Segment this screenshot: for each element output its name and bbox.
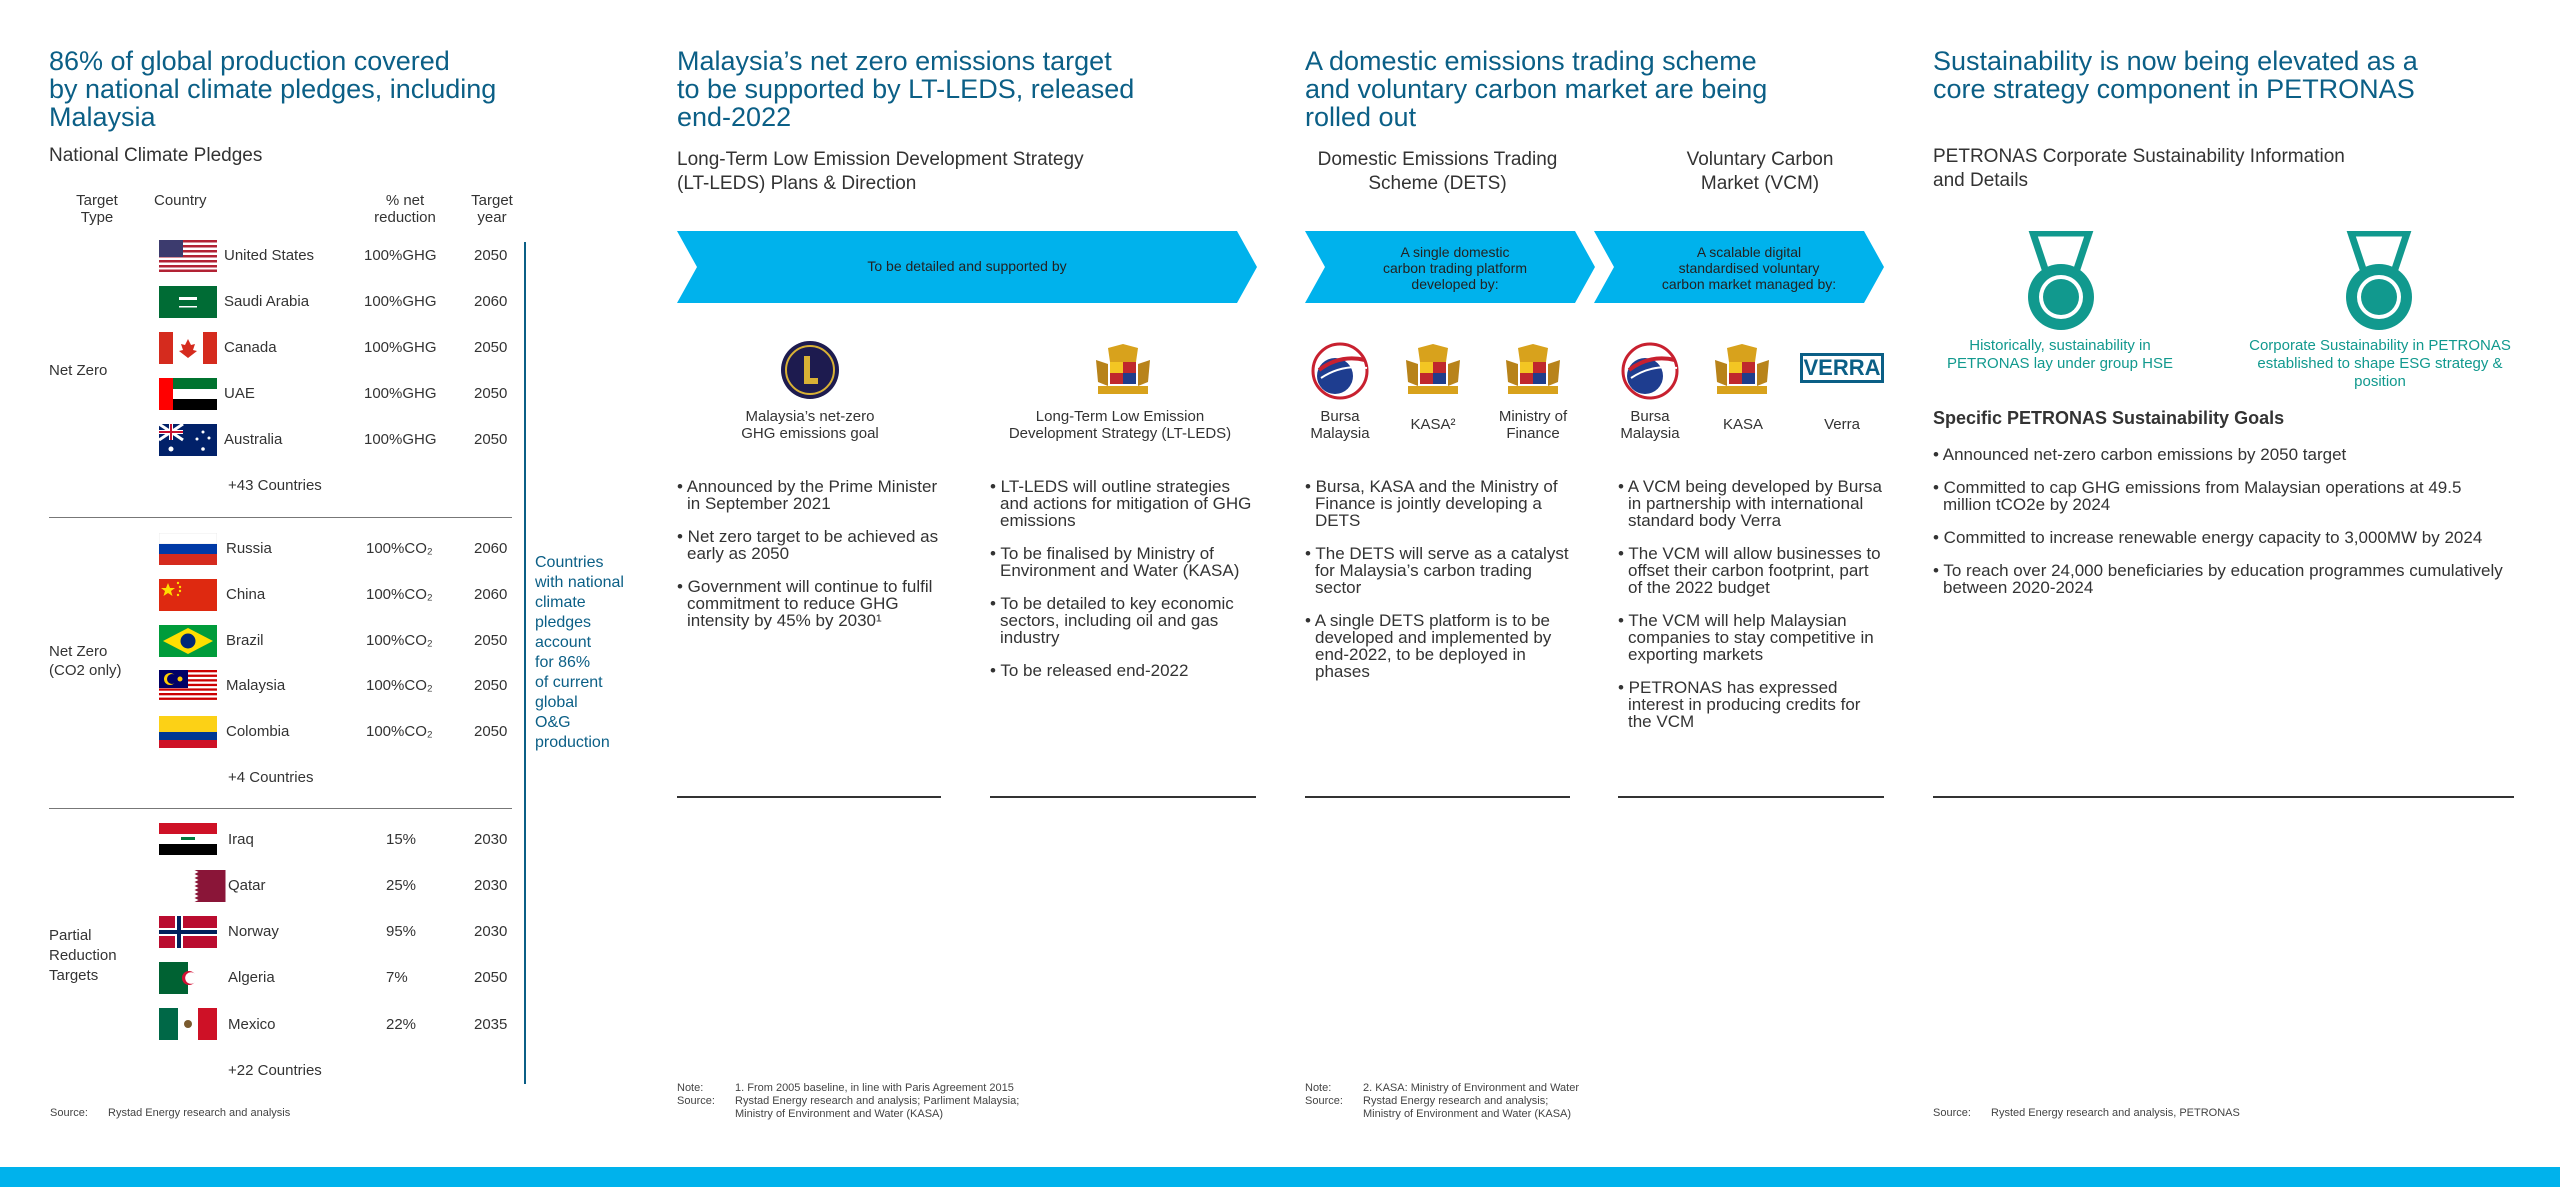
group-label-net-zero-co2: Net Zero (CO2 only): [49, 643, 122, 679]
table-row-reduction: 7%: [386, 969, 408, 986]
header-target-year: Target year: [471, 192, 513, 226]
col4-subtitle: PETRONAS Corporate Sustainability Information and Details: [1933, 146, 2345, 191]
side-note: Countries with national climate pledges account for 86% of current global O&G production: [535, 554, 624, 751]
table-row-reduction: 100%CO₂: [366, 677, 433, 694]
note-label: Note:: [1305, 1082, 1332, 1094]
bursa-malaysia-logo-icon: [1307, 340, 1373, 402]
table-row-reduction: 100%GHG: [364, 247, 437, 264]
table-row-year: 2060: [474, 540, 508, 557]
table-row-reduction: 100%GHG: [364, 293, 437, 310]
bullet-list: [990, 478, 1255, 695]
col2-subtitle: Long-Term Low Emission Development Strategy (LT-LEDS) Plans & Direction: [677, 149, 1084, 194]
table-row-year: 2050: [474, 677, 508, 694]
table-row-reduction: 25%: [386, 877, 417, 894]
chevron-text: To be detailed and supported by: [867, 258, 1067, 274]
divider: [1933, 796, 2514, 798]
flag-china-icon: [159, 579, 217, 611]
list-item: • Announced net-zero carbon emissions by 2050 target: [1933, 445, 2347, 464]
table-row-reduction: 22%: [386, 1016, 417, 1033]
header-country: Country: [154, 192, 207, 209]
source-label: Source:: [1305, 1095, 1343, 1107]
list-item: • A single DETS platform is to be developed and implemented by end-2022, to be deployed in phases: [1305, 611, 1552, 681]
logo-caption: Long-Term Low Emission Development Strategy (LT-LEDS): [1008, 408, 1232, 442]
table-row-year: 2050: [474, 969, 508, 986]
table-row-reduction: 15%: [386, 831, 417, 848]
table-row-reduction: 100%CO₂: [366, 723, 433, 740]
bracket-line: [524, 242, 526, 1084]
divider: [677, 796, 941, 798]
source-text: Rystad Energy research and analysis; Parliment Malaysia; Ministry of Environment and Water (KASA): [735, 1095, 1020, 1120]
table-row-country: Canada: [224, 339, 277, 356]
table-row-year: 2030: [474, 877, 508, 894]
more-countries: +22 Countries: [228, 1062, 322, 1079]
list-item: • Announced by the Prime Minister in September 2021: [677, 477, 938, 513]
list-item: • Net zero target to be achieved as early as 2050: [677, 527, 939, 563]
bullet-list: [1618, 478, 1884, 746]
table-row-reduction: 100%GHG: [364, 385, 437, 402]
flag-russia-icon: [159, 533, 217, 565]
flag-brazil-icon: [159, 625, 217, 657]
goals-title: Specific PETRONAS Sustainability Goals: [1933, 408, 2285, 428]
table-row-country: United States: [224, 247, 315, 264]
petronas-logo-icon: [2023, 231, 2099, 333]
col1-subtitle: National Climate Pledges: [49, 145, 263, 166]
source-label: Source:: [677, 1095, 715, 1107]
table-row-country: Saudi Arabia: [224, 293, 310, 310]
source-text: Rysted Energy research and analysis, PETRONAS: [1991, 1107, 2240, 1119]
col1-title: 86% of global production covered by national climate pledges, including Malaysia: [49, 46, 497, 132]
table-row-country: Russia: [226, 540, 272, 557]
kasa-coat-of-arms-icon: [1398, 342, 1468, 400]
table-row-year: 2050: [474, 632, 508, 649]
table-row-country: Norway: [228, 923, 279, 940]
list-item: • The VCM will allow businesses to offset their carbon footprint, part of the 2022 budget: [1618, 544, 1881, 597]
kasa-coat-of-arms-icon: [1707, 342, 1777, 400]
logo-caption: Verra: [1824, 416, 1860, 433]
logo-caption: Bursa Malaysia: [1310, 408, 1370, 442]
flag-norway-icon: [159, 916, 217, 948]
more-countries: +43 Countries: [228, 477, 322, 494]
table-row-country: Qatar: [228, 877, 266, 894]
flag-mexico-icon: [159, 1008, 217, 1040]
list-item: • To be finalised by Ministry of Environment and Water (KASA): [990, 544, 1240, 580]
source-label: Source:: [50, 1107, 88, 1119]
logo-caption: Bursa Malaysia: [1620, 408, 1680, 442]
list-item: • To be released end-2022: [990, 661, 1189, 680]
table-row-year: 2035: [474, 1016, 508, 1033]
table-row-country: Algeria: [228, 969, 275, 986]
logo-caption: KASA: [1722, 416, 1764, 433]
flag-saudi-arabia-icon: [159, 286, 217, 318]
group-label-net-zero: Net Zero: [49, 362, 108, 379]
group-label-partial: Partial Reduction Targets: [49, 927, 117, 984]
flag-iraq-icon: [159, 823, 217, 855]
group-separator: [49, 808, 512, 809]
table-row-year: 2060: [474, 293, 508, 310]
group-separator: [49, 517, 512, 518]
divider: [1305, 796, 1570, 798]
col3-title: A domestic emissions trading scheme and voluntary carbon market are being rolled out: [1305, 46, 1768, 132]
flag-australia-icon: [159, 424, 217, 456]
list-item: • The DETS will serve as a catalyst for Malaysia’s carbon trading sector: [1305, 544, 1569, 597]
petronas-logo-icon: [2341, 231, 2417, 333]
table-row-year: 2050: [474, 723, 508, 740]
flag-canada-icon: [159, 332, 217, 364]
table-row-reduction: 95%: [386, 923, 417, 940]
malaysia-net-zero-logo-icon: [780, 340, 840, 400]
chevron-vcm-text: A scalable digital standardised voluntary carbon market managed by:: [1661, 244, 1837, 292]
col4-title: Sustainability is now being elevated as a core strategy component in PETRONAS: [1933, 46, 2418, 104]
header-net-reduction: % net reduction: [374, 192, 436, 226]
flag-united-states-icon: [159, 240, 217, 272]
table-row-year: 2030: [474, 923, 508, 940]
table-row-country: China: [226, 586, 266, 603]
source-label: Source:: [1933, 1107, 1971, 1119]
table-row-country: Iraq: [228, 831, 254, 848]
list-item: • Bursa, KASA and the Ministry of Finance is jointly developing a DETS: [1305, 477, 1558, 530]
divider: [990, 796, 1256, 798]
header-target-type: Target Type: [76, 192, 118, 226]
list-item: • A VCM being developed by Bursa in partnership with international standard body Verra: [1618, 477, 1882, 530]
more-countries: +4 Countries: [228, 769, 314, 786]
flag-colombia-icon: [159, 716, 217, 748]
note-label: Note:: [677, 1082, 704, 1094]
list-item: • Government will continue to fulfil commitment to reduce GHG intensity by 45% by 2030¹: [677, 577, 933, 630]
table-row-reduction: 100%GHG: [364, 431, 437, 448]
note-text: 2. KASA: Ministry of Environment and Water: [1363, 1082, 1580, 1094]
caption-left: Historically, sustainability in PETRONAS lay under group HSE: [1947, 337, 2173, 372]
vcm-header: Voluntary Carbon Market (VCM): [1686, 149, 1834, 194]
logo-caption: Ministry of Finance: [1498, 408, 1568, 442]
list-item: • LT-LEDS will outline strategies and actions for mitigation of GHG emissions: [990, 477, 1252, 530]
table-row-reduction: 100%CO₂: [366, 586, 433, 603]
table-row-reduction: 100%GHG: [364, 339, 437, 356]
goals-list: [1933, 446, 2513, 612]
list-item: • To be detailed to key economic sectors, including oil and gas industry: [990, 594, 1234, 647]
verra-logo: VERRA: [1800, 353, 1884, 383]
flag-qatar-icon: [176, 870, 234, 902]
bottom-accent-bar: [0, 1167, 2560, 1187]
chevron-dets-text: A single domestic carbon trading platform developed by:: [1383, 244, 1527, 292]
list-item: • To reach over 24,000 beneficiaries by education programmes cumulatively between 2020-2024: [1933, 561, 2503, 597]
table-row-year: 2050: [474, 247, 508, 264]
col2-title: Malaysia’s net zero emissions target to be supported by LT-LEDS, released end-2022: [677, 46, 1135, 132]
bullet-list: [1305, 478, 1570, 696]
list-item: • PETRONAS has expressed interest in producing credits for the VCM: [1618, 678, 1861, 731]
logo-caption: Malaysia’s net-zero GHG emissions goal: [741, 408, 879, 442]
logo-caption: KASA²: [1410, 416, 1456, 433]
flag-algeria-icon: [159, 962, 217, 994]
list-item: • Committed to increase renewable energy capacity to 3,000MW by 2024: [1933, 528, 2483, 547]
flag-malaysia-icon: [159, 670, 217, 702]
table-row-year: 2050: [474, 339, 508, 356]
bursa-malaysia-logo-icon: [1617, 340, 1683, 402]
source-text: Rystad Energy research and analysis; Ministry of Environment and Water (KASA): [1363, 1095, 1572, 1120]
table-row-country: Colombia: [226, 723, 290, 740]
table-row-year: 2060: [474, 586, 508, 603]
table-row-country: UAE: [224, 385, 255, 402]
divider: [1618, 796, 1884, 798]
malaysia-coat-of-arms-icon: [1088, 342, 1158, 400]
ministry-of-finance-coat-of-arms-icon: [1498, 342, 1568, 400]
table-row-country: Brazil: [226, 632, 264, 649]
flag-uae-icon: [159, 378, 217, 410]
list-item: • Committed to cap GHG emissions from Malaysian operations at 49.5 million tCO2e by 2024: [1933, 478, 2462, 514]
table-row-year: 2050: [474, 385, 508, 402]
table-row-country: Malaysia: [226, 677, 286, 694]
table-row-reduction: 100%CO₂: [366, 540, 433, 557]
table-row-reduction: 100%CO₂: [366, 632, 433, 649]
source-text: Rystad Energy research and analysis: [108, 1107, 291, 1119]
dets-header: Domestic Emissions Trading Scheme (DETS): [1317, 149, 1558, 194]
list-item: • The VCM will help Malaysian companies to stay competitive in exporting markets: [1618, 611, 1874, 664]
note-text: 1. From 2005 baseline, in line with Paris Agreement 2015: [735, 1082, 1014, 1094]
table-row-year: 2030: [474, 831, 508, 848]
table-row-country: Australia: [224, 431, 283, 448]
bullet-list: [677, 478, 942, 645]
table-row-country: Mexico: [228, 1016, 276, 1033]
caption-right: Corporate Sustainability in PETRONAS established to shape ESG strategy & position: [2249, 337, 2511, 390]
table-row-year: 2050: [474, 431, 508, 448]
